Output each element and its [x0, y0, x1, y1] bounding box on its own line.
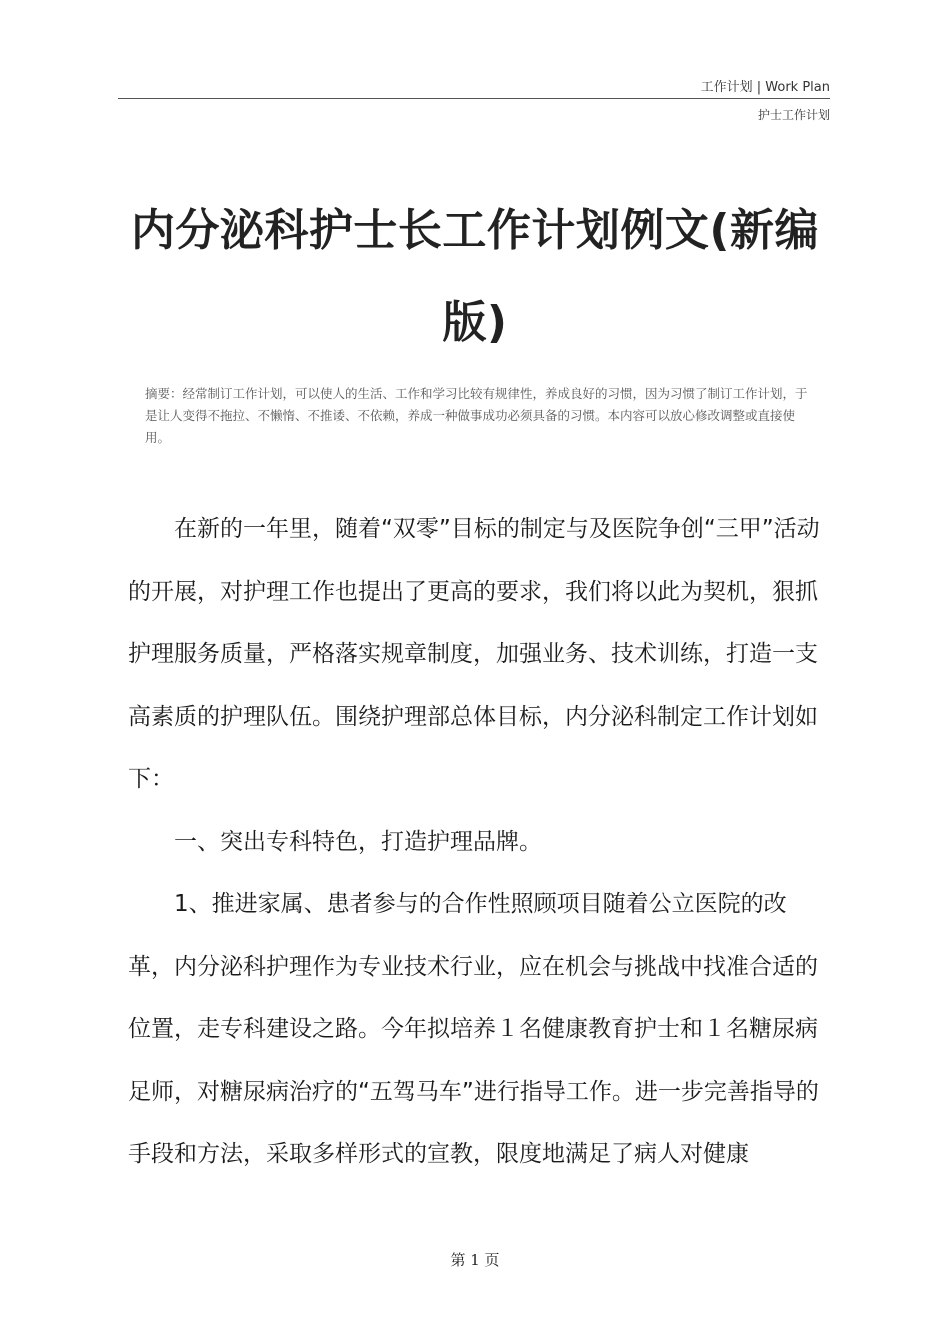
header-sub-label: 护士工作计划: [757, 108, 830, 122]
header-divider: [118, 98, 830, 99]
body-paragraph: 在新的一年里，随着“双零”目标的制定与及医院争创“三甲”活动的开展，对护理工作也提出了更高的要求，我们将以此为契机，狠抓护理服务质量，严格落实规章制度，加强业务、技术训练，打造一支高素质的护理队伍。围绕护理部总体目标，内分泌科制定工作计划如下：: [128, 516, 820, 792]
document-title: 内分泌科护士长工作计划例文(新编版): [130, 205, 820, 348]
document-abstract: 摘要：经常制订工作计划，可以使人的生活、工作和学习比较有规律性，养成良好的习惯，因为习惯了制订工作计划，于是让人变得不拖拉、不懒惰、不推诿、不依赖，养成一种做事成功必须具备的习惯。本内容可以放心修改调整或直接使用。: [145, 386, 808, 445]
header-label: 工作计划 | Work Plan: [700, 80, 830, 95]
body-paragraph: 一、突出专科特色，打造护理品牌。: [174, 828, 542, 855]
page-number: 第 1 页: [450, 1251, 500, 1269]
body-paragraph: 1、推进家属、患者参与的合作性照顾项目随着公立医院的改革，内分泌科护理作为专业技术行业，应在机会与挑战中找准合适的位置，走专科建设之路。今年拟培养１名健康教育护士和１名糖尿病足师，对糖尿病治疗的“五驾马车”进行指导工作。进一步完善指导的手段和方法，采取多样形式的宣教，限度地满足了病人对健康: [128, 891, 819, 1167]
document-body: [128, 498, 832, 1186]
